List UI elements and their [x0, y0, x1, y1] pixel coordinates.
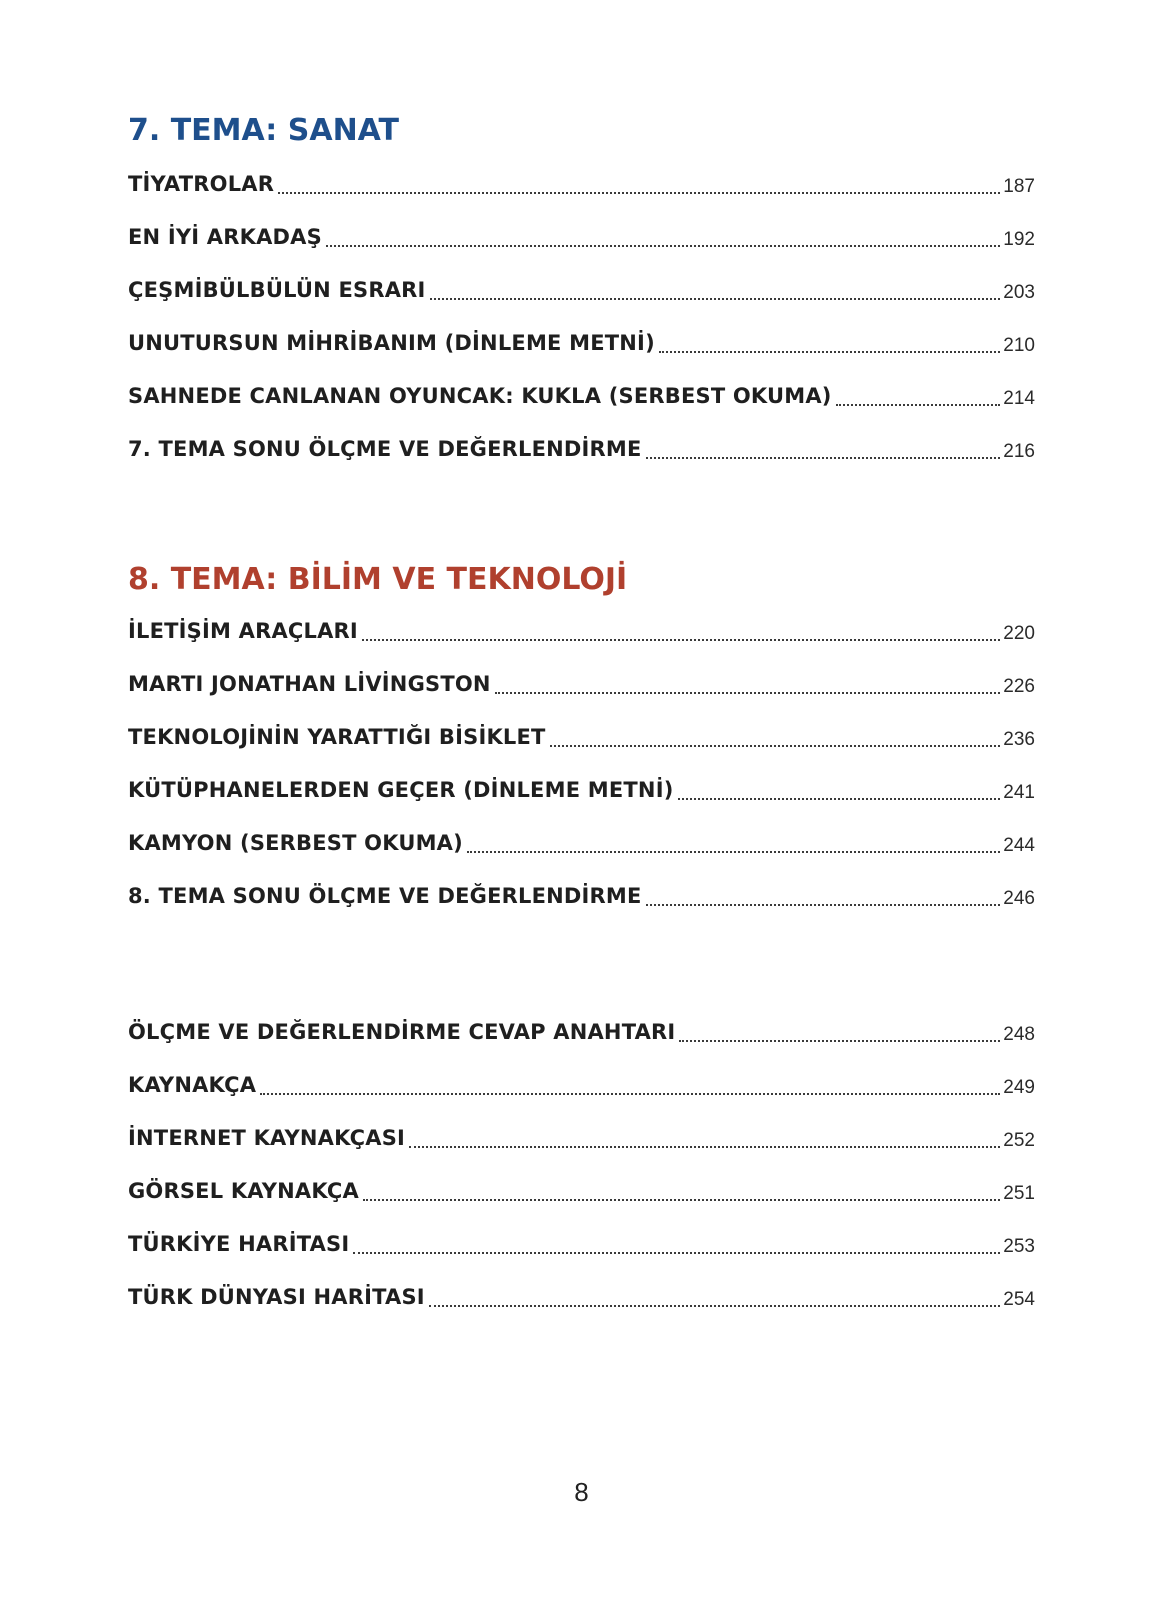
- toc-entry[interactable]: [128, 816, 1035, 869]
- toc-entry[interactable]: [128, 1111, 1035, 1164]
- toc-entry-title: 8. TEMA SONU ÖLÇME VE DEĞERLENDİRME: [128, 883, 642, 908]
- theme-8-entries: [128, 604, 1035, 922]
- dot-leader: [495, 692, 1001, 694]
- theme-8-title: 8. TEMA: BİLİM VE TEKNOLOJİ: [128, 562, 628, 597]
- toc-entry[interactable]: [128, 1058, 1035, 1111]
- toc-entry-page: 253: [1003, 1235, 1035, 1257]
- toc-entry[interactable]: [128, 763, 1035, 816]
- page-number: 8: [574, 1477, 589, 1507]
- dot-leader: [409, 1146, 1000, 1148]
- toc-entry-page: 187: [1003, 175, 1035, 197]
- toc-entry-title: İNTERNET KAYNAKÇASI: [128, 1125, 406, 1150]
- dot-leader: [260, 1093, 1000, 1095]
- toc-entry[interactable]: [128, 869, 1035, 922]
- toc-entry-page: 254: [1003, 1288, 1035, 1310]
- toc-entry-title: KAYNAKÇA: [128, 1072, 257, 1097]
- toc-entry-title: SAHNEDE CANLANAN OYUNCAK: KUKLA (SERBEST OKUMA): [128, 383, 832, 408]
- toc-entry-page: 236: [1003, 728, 1035, 750]
- dot-leader: [353, 1252, 1000, 1254]
- dot-leader: [326, 245, 1000, 247]
- toc-entry-page: 244: [1003, 834, 1035, 856]
- toc-entry-title: TEKNOLOJİNİN YARATTIĞI BİSİKLET: [128, 724, 546, 749]
- toc-entry-page: 241: [1003, 781, 1035, 803]
- theme-7-entries: [128, 157, 1035, 475]
- toc-entry[interactable]: [128, 316, 1035, 369]
- toc-entry[interactable]: [128, 210, 1035, 263]
- theme-7-title: 7. TEMA: SANAT: [128, 113, 400, 148]
- toc-entry[interactable]: [128, 422, 1035, 475]
- toc-entry[interactable]: [128, 710, 1035, 763]
- dot-leader: [363, 1199, 1000, 1201]
- toc-entry-title: KÜTÜPHANELERDEN GEÇER (DİNLEME METNİ): [128, 777, 674, 802]
- toc-entry-title: İLETİŞİM ARAÇLARI: [128, 618, 358, 643]
- dot-leader: [278, 192, 1000, 194]
- dot-leader: [659, 351, 1000, 353]
- toc-entry-title: TÜRKİYE HARİTASI: [128, 1231, 350, 1256]
- toc-entry-title: TÜRK DÜNYASI HARİTASI: [128, 1284, 425, 1309]
- toc-entry[interactable]: [128, 1164, 1035, 1217]
- toc-entry-page: 220: [1003, 622, 1035, 644]
- appendix-entries: [128, 1005, 1035, 1323]
- toc-entry[interactable]: [128, 1217, 1035, 1270]
- dot-leader: [679, 1040, 1000, 1042]
- toc-entry-page: 192: [1003, 228, 1035, 250]
- toc-entry-page: 210: [1003, 334, 1035, 356]
- dot-leader: [362, 639, 1000, 641]
- toc-entry-title: EN İYİ ARKADAŞ: [128, 224, 322, 249]
- toc-entry-page: 246: [1003, 887, 1035, 909]
- toc-entry-title: ÖLÇME VE DEĞERLENDİRME CEVAP ANAHTARI: [128, 1019, 676, 1044]
- toc-entry-page: 214: [1003, 387, 1035, 409]
- toc-entry[interactable]: [128, 657, 1035, 710]
- toc-entry-page: 203: [1003, 281, 1035, 303]
- toc-entry-title: MARTI JONATHAN LİVİNGSTON: [128, 671, 491, 696]
- toc-entry-title: GÖRSEL KAYNAKÇA: [128, 1178, 359, 1203]
- toc-entry-title: UNUTURSUN MİHRİBANIM (DİNLEME METNİ): [128, 330, 655, 355]
- toc-entry[interactable]: [128, 1005, 1035, 1058]
- dot-leader: [467, 851, 1000, 853]
- toc-entry-title: 7. TEMA SONU ÖLÇME VE DEĞERLENDİRME: [128, 436, 642, 461]
- toc-entry[interactable]: [128, 369, 1035, 422]
- dot-leader: [646, 457, 1001, 459]
- toc-entry[interactable]: [128, 157, 1035, 210]
- toc-entry-page: 226: [1003, 675, 1035, 697]
- toc-entry[interactable]: [128, 263, 1035, 316]
- toc-entry-page: 251: [1003, 1182, 1035, 1204]
- toc-entry[interactable]: [128, 604, 1035, 657]
- dot-leader: [646, 904, 1001, 906]
- dot-leader: [429, 1305, 1001, 1307]
- dot-leader: [678, 798, 1001, 800]
- toc-entry-title: KAMYON (SERBEST OKUMA): [128, 830, 463, 855]
- dot-leader: [430, 298, 1001, 300]
- toc-entry-title: TİYATROLAR: [128, 171, 275, 196]
- toc-entry-page: 248: [1003, 1023, 1035, 1045]
- dot-leader: [550, 745, 1001, 747]
- toc-entry-page: 249: [1003, 1076, 1035, 1098]
- toc-entry[interactable]: [128, 1270, 1035, 1323]
- dot-leader: [836, 404, 1001, 406]
- toc-entry-page: 252: [1003, 1129, 1035, 1151]
- toc-entry-title: ÇEŞMİBÜLBÜLÜN ESRARI: [128, 277, 426, 302]
- toc-entry-page: 216: [1003, 440, 1035, 462]
